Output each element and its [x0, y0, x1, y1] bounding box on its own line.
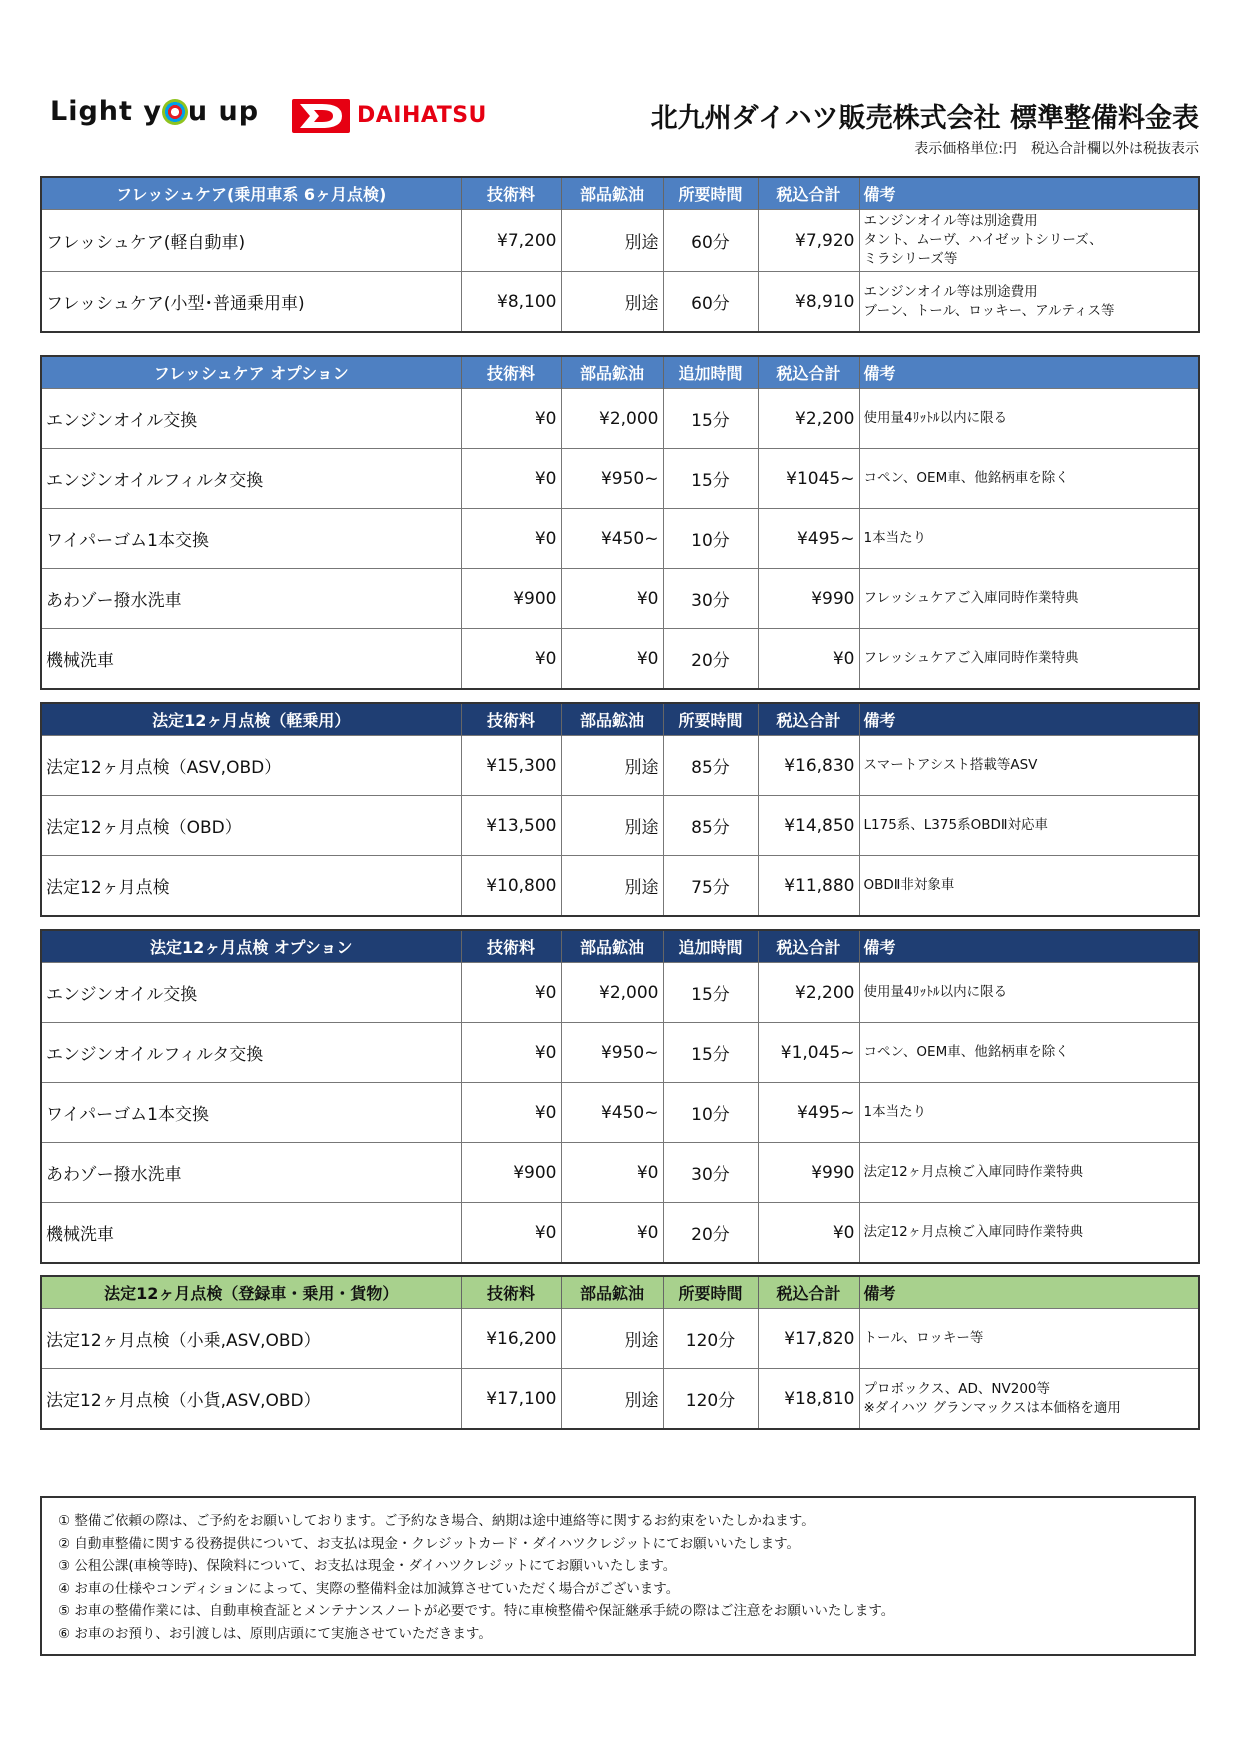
cell-name: フレッシュケア(軽自動車): [41, 210, 461, 272]
table-row: [41, 509, 1199, 569]
cell-total: ¥11,880: [758, 856, 859, 917]
cell-time: 20分: [663, 1203, 758, 1264]
cell-tech: ¥0: [461, 1023, 561, 1083]
cell-parts: ¥0: [561, 629, 663, 690]
table-row: [41, 1083, 1199, 1143]
note-item: ② 自動車整備に関する役務提供について、お支払は現金・クレジットカード・ダイハツクレジットにてお願いいたします。: [58, 1535, 801, 1552]
cell-note: 法定12ヶ月点検ご入庫同時作業特典: [859, 1143, 1199, 1203]
cell-total: ¥0: [758, 629, 859, 690]
cell-parts: ¥450~: [561, 1083, 663, 1143]
column-header-tech: 技術料: [461, 703, 561, 736]
column-header-tech: 技術料: [461, 1276, 561, 1309]
table-header-row: [41, 177, 1199, 210]
cell-total: ¥7,920: [758, 210, 859, 272]
brand-slogan-part-2: u up: [187, 96, 260, 127]
cell-note: 1本当たり: [859, 509, 1199, 569]
column-header-tech: 技術料: [461, 356, 561, 389]
cell-total: ¥495~: [758, 509, 859, 569]
cell-name: 法定12ヶ月点検（小貨,ASV,OBD）: [41, 1369, 461, 1430]
cell-name: エンジンオイルフィルタ交換: [41, 1023, 461, 1083]
cell-name: フレッシュケア(小型･普通乗用車): [41, 272, 461, 333]
cell-time: 60分: [663, 272, 758, 333]
table-header-row: [41, 930, 1199, 963]
rainbow-o-icon: [162, 99, 188, 125]
cell-time: 10分: [663, 509, 758, 569]
cell-time: 75分: [663, 856, 758, 917]
column-header-parts: 部品鉱油: [561, 356, 663, 389]
column-header-parts: 部品鉱油: [561, 177, 663, 210]
cell-tech: ¥17,100: [461, 1369, 561, 1430]
cell-name: 法定12ヶ月点検（ASV,OBD）: [41, 736, 461, 796]
column-header-note: 備考: [859, 930, 1199, 963]
cell-total: ¥14,850: [758, 796, 859, 856]
table-row: [41, 963, 1199, 1023]
cell-note: エンジンオイル等は別途費用 タント、ムーヴ、ハイゼットシリーズ、 ミラシリーズ等: [859, 210, 1199, 272]
cell-time: 15分: [663, 963, 758, 1023]
column-header-note: 備考: [859, 177, 1199, 210]
cell-tech: ¥0: [461, 449, 561, 509]
cell-tech: ¥0: [461, 509, 561, 569]
fee-table: [40, 1275, 1200, 1430]
cell-parts: 別途: [561, 736, 663, 796]
light-you-up-logo: [50, 96, 259, 127]
cell-tech: ¥0: [461, 1203, 561, 1264]
cell-time: 60分: [663, 210, 758, 272]
table-row: [41, 736, 1199, 796]
cell-name: あわゾー撥水洗車: [41, 569, 461, 629]
cell-name: ワイパーゴム1本交換: [41, 1083, 461, 1143]
cell-parts: ¥0: [561, 1203, 663, 1264]
brand-slogan-part-1: Light y: [50, 96, 162, 127]
column-header-tech: 技術料: [461, 177, 561, 210]
cell-total: ¥8,910: [758, 272, 859, 333]
page-title: 北九州ダイハツ販売株式会社 標準整備料金表: [650, 103, 1199, 134]
column-header-time: 追加時間: [663, 356, 758, 389]
cell-tech: ¥0: [461, 629, 561, 690]
cell-name: 機械洗車: [41, 629, 461, 690]
table-row: [41, 629, 1199, 690]
column-header-name: 法定12ヶ月点検（軽乗用）: [41, 703, 461, 736]
table-row: [41, 272, 1199, 333]
daihatsu-logo-icon: [292, 99, 350, 133]
cell-total: ¥1,045~: [758, 1023, 859, 1083]
fee-table: [40, 929, 1200, 1264]
cell-time: 120分: [663, 1369, 758, 1430]
note-item: ⑤ お車の整備作業には、自動車検査証とメンテナンスノートが必要です。特に車検整備や保証継承手続の際はご注意をお願いいたします。: [58, 1603, 895, 1620]
cell-name: エンジンオイルフィルタ交換: [41, 449, 461, 509]
column-header-total: 税込合計: [758, 1276, 859, 1309]
cell-total: ¥0: [758, 1203, 859, 1264]
column-header-parts: 部品鉱油: [561, 703, 663, 736]
note-item: ⑥ お車のお預り、お引渡しは、原則店頭にて実施させていただきます。: [58, 1625, 492, 1642]
cell-time: 20分: [663, 629, 758, 690]
cell-name: ワイパーゴム1本交換: [41, 509, 461, 569]
cell-total: ¥18,810: [758, 1369, 859, 1430]
cell-tech: ¥900: [461, 1143, 561, 1203]
table-row: [41, 856, 1199, 917]
cell-parts: ¥2,000: [561, 389, 663, 449]
column-header-total: 税込合計: [758, 356, 859, 389]
table-row: [41, 389, 1199, 449]
table-row: [41, 1023, 1199, 1083]
cell-parts: ¥950~: [561, 1023, 663, 1083]
cell-total: ¥990: [758, 569, 859, 629]
cell-parts: ¥450~: [561, 509, 663, 569]
cell-tech: ¥7,200: [461, 210, 561, 272]
cell-note: プロボックス、AD、NV200等 ※ダイハツ グランマックスは本価格を適用: [859, 1369, 1199, 1430]
cell-tech: ¥13,500: [461, 796, 561, 856]
column-header-time: 所要時間: [663, 1276, 758, 1309]
column-header-time: 所要時間: [663, 703, 758, 736]
fee-table: [40, 702, 1200, 917]
cell-parts: 別途: [561, 1309, 663, 1369]
column-header-time: 追加時間: [663, 930, 758, 963]
cell-name: 法定12ヶ月点検（OBD）: [41, 796, 461, 856]
column-header-name: 法定12ヶ月点検 オプション: [41, 930, 461, 963]
note-item: ③ 公租公課(車検等時)、保険料について、お支払は現金・ダイハツクレジットにてお願いいたします。: [58, 1558, 677, 1575]
cell-tech: ¥0: [461, 963, 561, 1023]
cell-parts: 別途: [561, 1369, 663, 1430]
column-header-tech: 技術料: [461, 930, 561, 963]
column-header-total: 税込合計: [758, 703, 859, 736]
price-unit-note: 表示価格単位:円 税込合計欄以外は税抜表示: [914, 141, 1199, 157]
table-header-row: [41, 356, 1199, 389]
cell-time: 15分: [663, 389, 758, 449]
cell-parts: ¥950~: [561, 449, 663, 509]
table-row: [41, 449, 1199, 509]
cell-tech: ¥10,800: [461, 856, 561, 917]
cell-name: エンジンオイル交換: [41, 963, 461, 1023]
cell-note: コペン、OEM車、他銘柄車を除く: [859, 1023, 1199, 1083]
column-header-parts: 部品鉱油: [561, 1276, 663, 1309]
cell-time: 30分: [663, 569, 758, 629]
cell-time: 120分: [663, 1309, 758, 1369]
table-row: [41, 569, 1199, 629]
table-row: [41, 210, 1199, 272]
page-header: [0, 0, 1241, 170]
cell-note: フレッシュケアご入庫同時作業特典: [859, 569, 1199, 629]
cell-note: スマートアシスト搭載等ASV: [859, 736, 1199, 796]
column-header-total: 税込合計: [758, 930, 859, 963]
cell-note: コペン、OEM車、他銘柄車を除く: [859, 449, 1199, 509]
cell-name: あわゾー撥水洗車: [41, 1143, 461, 1203]
cell-parts: 別途: [561, 796, 663, 856]
cell-time: 10分: [663, 1083, 758, 1143]
cell-parts: ¥2,000: [561, 963, 663, 1023]
table-row: [41, 1369, 1199, 1430]
cell-note: 使用量4ﾘｯﾄﾙ以内に限る: [859, 389, 1199, 449]
table-row: [41, 796, 1199, 856]
column-header-note: 備考: [859, 356, 1199, 389]
table-header-row: [41, 703, 1199, 736]
cell-time: 85分: [663, 796, 758, 856]
cell-tech: ¥0: [461, 389, 561, 449]
cell-total: ¥495~: [758, 1083, 859, 1143]
cell-time: 15分: [663, 449, 758, 509]
cell-total: ¥1045~: [758, 449, 859, 509]
column-header-name: 法定12ヶ月点検（登録車・乗用・貨物）: [41, 1276, 461, 1309]
cell-total: ¥16,830: [758, 736, 859, 796]
cell-note: 1本当たり: [859, 1083, 1199, 1143]
cell-tech: ¥0: [461, 1083, 561, 1143]
cell-note: トール、ロッキー等: [859, 1309, 1199, 1369]
daihatsu-wordmark: DAIHATSU: [357, 103, 487, 128]
cell-tech: ¥8,100: [461, 272, 561, 333]
cell-time: 15分: [663, 1023, 758, 1083]
fee-table: [40, 176, 1200, 333]
notes-box: [40, 1496, 1196, 1656]
cell-parts: 別途: [561, 856, 663, 917]
table-row: [41, 1309, 1199, 1369]
cell-note: エンジンオイル等は別途費用 ブーン、トール、ロッキー、アルティス等: [859, 272, 1199, 333]
cell-time: 30分: [663, 1143, 758, 1203]
cell-total: ¥2,200: [758, 389, 859, 449]
cell-parts: 別途: [561, 210, 663, 272]
cell-total: ¥17,820: [758, 1309, 859, 1369]
cell-total: ¥990: [758, 1143, 859, 1203]
column-header-note: 備考: [859, 703, 1199, 736]
cell-note: L175系、L375系OBDⅡ対応車: [859, 796, 1199, 856]
cell-name: 機械洗車: [41, 1203, 461, 1264]
notes-list: [58, 1510, 1194, 1646]
column-header-name: フレッシュケア(乗用車系 6ヶ月点検): [41, 177, 461, 210]
column-header-time: 所要時間: [663, 177, 758, 210]
note-item: ① 整備ご依頼の際は、ご予約をお願いしております。ご予約なき場合、納期は途中連絡等に関するお約束をいたしかねます。: [58, 1513, 815, 1529]
cell-tech: ¥15,300: [461, 736, 561, 796]
fee-table: [40, 355, 1200, 690]
cell-note: 法定12ヶ月点検ご入庫同時作業特典: [859, 1203, 1199, 1264]
column-header-parts: 部品鉱油: [561, 930, 663, 963]
column-header-note: 備考: [859, 1276, 1199, 1309]
cell-parts: 別途: [561, 272, 663, 333]
cell-name: エンジンオイル交換: [41, 389, 461, 449]
cell-note: フレッシュケアご入庫同時作業特典: [859, 629, 1199, 690]
cell-total: ¥2,200: [758, 963, 859, 1023]
table-row: [41, 1203, 1199, 1264]
cell-tech: ¥900: [461, 569, 561, 629]
cell-note: 使用量4ﾘｯﾄﾙ以内に限る: [859, 963, 1199, 1023]
column-header-name: フレッシュケア オプション: [41, 356, 461, 389]
cell-name: 法定12ヶ月点検: [41, 856, 461, 917]
cell-parts: ¥0: [561, 569, 663, 629]
cell-parts: ¥0: [561, 1143, 663, 1203]
table-row: [41, 1143, 1199, 1203]
table-header-row: [41, 1276, 1199, 1309]
note-item: ④ お車の仕様やコンディションによって、実際の整備料金は加減算させていただく場合がございます。: [58, 1580, 680, 1597]
cell-tech: ¥16,200: [461, 1309, 561, 1369]
cell-name: 法定12ヶ月点検（小乗,ASV,OBD）: [41, 1309, 461, 1369]
cell-note: OBDⅡ非対象車: [859, 856, 1199, 917]
cell-time: 85分: [663, 736, 758, 796]
column-header-total: 税込合計: [758, 177, 859, 210]
